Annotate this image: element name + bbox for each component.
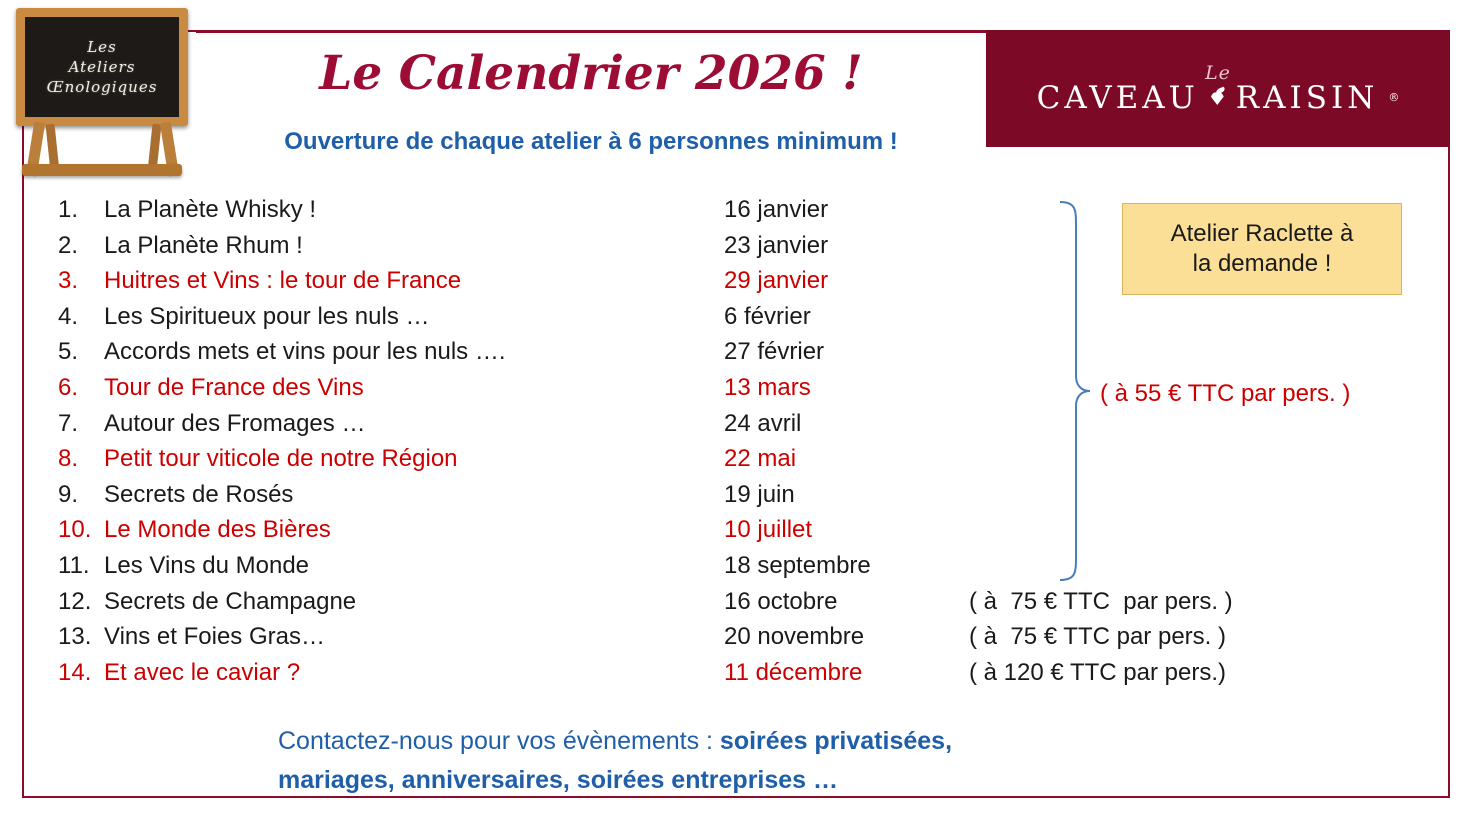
chalkboard-line-1: Les [87,38,117,56]
workshop-price: ( à 75 € TTC par pers. ) [969,623,1226,651]
workshop-row [58,445,1058,481]
workshop-number: 1. [58,196,79,223]
workshop-date: 19 juin [724,480,795,508]
workshop-number: 14. [58,658,92,686]
workshop-date: 10 juillet [724,516,813,544]
workshop-row [58,338,1058,374]
workshop-date: 20 novembre [724,623,865,651]
workshop-number: 5. [58,338,79,366]
workshop-row [58,374,1058,410]
raclette-line-1: Atelier Raclette à [1170,220,1354,247]
workshop-row [58,267,1058,303]
workshop-number: 8. [58,445,79,473]
chalkboard-line-2: Ateliers [68,58,136,76]
workshop-name: Les Vins du Monde [104,551,310,579]
header-rule [196,30,986,33]
grape-icon [1209,88,1226,107]
workshop-date: 23 janvier [724,231,829,259]
chalkboard-base [22,164,182,176]
workshop-date: 16 octobre [724,587,838,615]
caveau-logo-le: Le [1205,61,1231,84]
footer-line-1-bold: soirées privatisées, [719,727,953,755]
group-price-label: ( à 55 € TTC par pers. ) [1100,380,1351,407]
workshop-date: 6 février [724,302,811,330]
chalkboard-board [16,8,188,126]
workshop-row [58,658,1226,695]
workshop-price: ( à 120 € TTC par pers.) [969,658,1226,686]
workshop-row [58,516,1058,552]
caveau-logo-word-2: RAISIN [1235,79,1379,116]
workshop-date: 29 janvier [724,267,829,295]
workshop-date: 18 septembre [724,551,871,579]
workshop-date: 22 mai [724,445,797,473]
workshop-name: Petit tour viticole de notre Région [104,445,458,473]
chalkboard-line-3: Œnologiques [46,78,158,96]
chalkboard-text [25,17,179,117]
caveau-logo [986,30,1450,147]
workshop-date: 16 janvier [724,196,829,223]
grouping-brace-icon [1058,200,1092,582]
workshop-number: 11. [58,551,90,579]
workshop-name: La Planète Whisky ! [104,196,317,223]
workshop-number: 13. [58,623,92,651]
page-title: Le Calendrier 2026 ! [319,46,863,101]
workshop-name: Accords mets et vins pour les nuls …. [104,338,506,366]
workshop-date: 11 décembre [724,658,863,686]
caveau-logo-word-1: CAVEAU [1036,79,1199,116]
workshop-row [58,232,1058,268]
workshop-number: 7. [58,409,79,437]
workshop-price: ( à 75 € TTC par pers. ) [969,587,1233,615]
raclette-line-2: la demande ! [1192,250,1332,277]
workshop-name: La Planète Rhum ! [104,231,303,259]
workshop-row [58,410,1058,446]
workshop-row [58,196,1058,232]
workshop-date: 13 mars [724,373,811,401]
workshop-row [58,587,1233,624]
workshop-date: 24 avril [724,409,802,437]
workshop-name: Secrets de Rosés [104,480,294,508]
workshop-name: Huitres et Vins : le tour de France [104,267,462,295]
footer-line-1-plain: Contactez-nous pour vos évènements : [278,727,720,755]
footer-line-2: mariages, anniversaires, soirées entreprises … [278,765,839,794]
workshop-number: 9. [58,480,79,508]
workshop-name: Le Monde des Bières [104,516,331,544]
footer-contact [278,722,1278,800]
workshop-number: 3. [58,267,79,295]
workshop-name: Et avec le caviar ? [104,658,301,686]
caveau-logo-wordmark [1037,80,1400,116]
raclette-callout [1122,203,1402,295]
workshop-number: 2. [58,231,79,259]
workshop-row [58,623,1226,659]
workshop-row [58,303,1058,339]
registered-mark: ® [1388,91,1400,104]
workshop-name: Secrets de Champagne [104,587,357,615]
workshop-row [58,552,1058,588]
workshop-row [58,481,1058,517]
workshop-number: 12. [58,587,92,615]
workshop-date: 27 février [724,338,825,366]
workshop-number: 10. [58,516,92,544]
footer-line-1 [278,722,1278,761]
chalkboard-sign-icon [4,4,200,176]
workshop-name: Tour de France des Vins [104,373,364,401]
workshop-name: Vins et Foies Gras… [104,623,325,651]
workshop-name: Autour des Fromages … [104,409,366,437]
workshop-number: 6. [58,373,79,401]
workshop-name: Les Spiritueux pour les nuls … [104,302,430,330]
page-subtitle: Ouverture de chaque atelier à 6 personnes minimum ! [284,128,898,155]
workshop-number: 4. [58,302,79,330]
